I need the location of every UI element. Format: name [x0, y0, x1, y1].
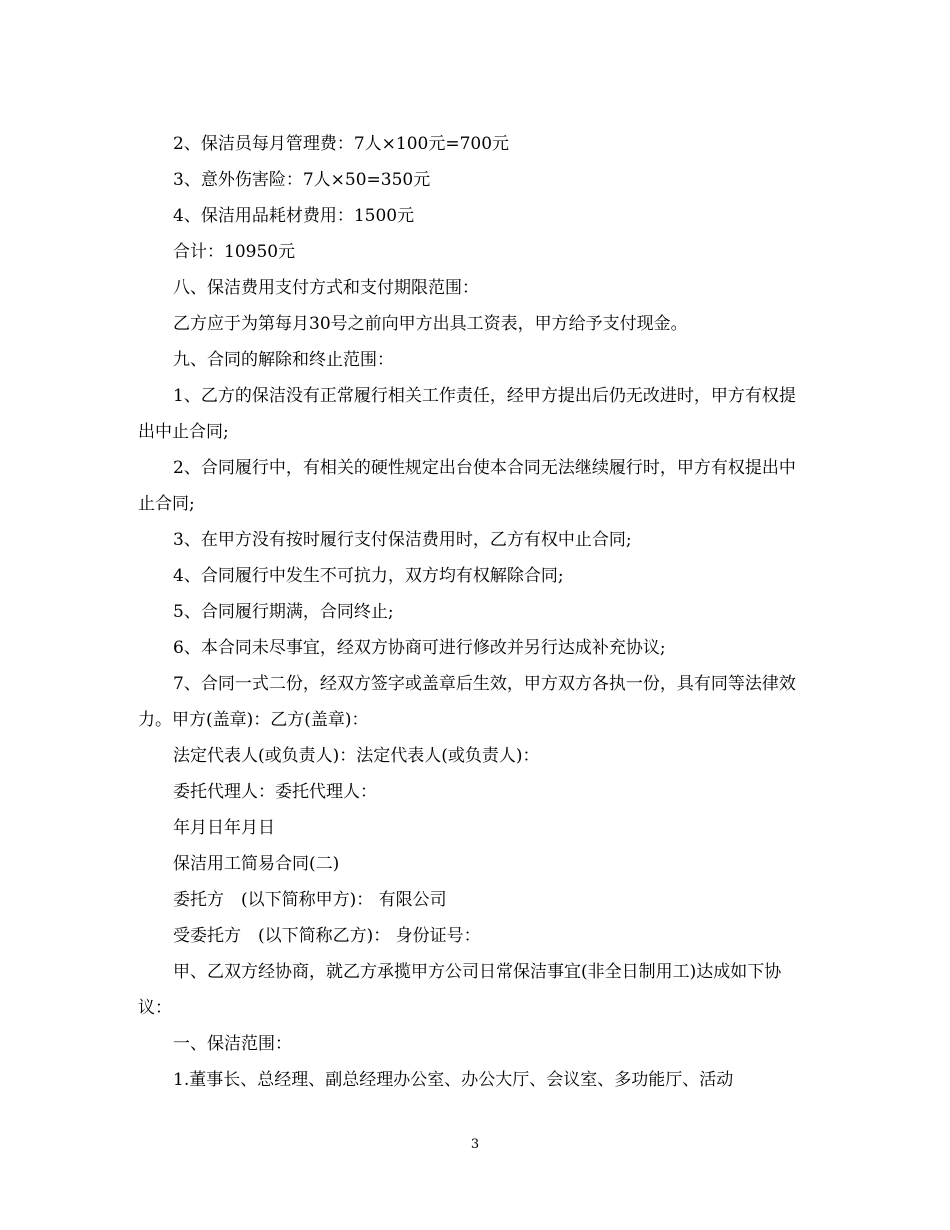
paragraph-9: 2、合同履行中，有相关的硬性规定出台使本合同无法继续履行时，甲方有权提出中止合同; — [138, 458, 796, 514]
paragraph-20: 受委托方 (以下简称乙方)： 身份证号： — [173, 926, 481, 946]
paragraph-7: 九、合同的解除和终止范围： — [173, 350, 394, 370]
page-number: 3 — [470, 1137, 480, 1152]
paragraph-2: 3、意外伤害险：7人×50=350元 — [173, 170, 431, 190]
paragraph-13: 6、本合同未尽事宜，经双方协商可进行修改并另行达成补充协议; — [173, 638, 666, 658]
paragraph-14: 7、合同一式二份，经双方签字或盖章后生效，甲方双方各执一份，具有同等法律效力。甲方(盖章)：乙方(盖章)： — [138, 674, 796, 730]
paragraph-17: 年月日年月日 — [173, 818, 275, 838]
paragraph-18: 保洁用工简易合同(二) — [173, 854, 340, 874]
paragraph-10: 3、在甲方没有按时履行支付保洁费用时，乙方有权中止合同; — [173, 530, 632, 550]
paragraph-19: 委托方 (以下简称甲方)： 有限公司 — [173, 890, 447, 910]
paragraph-4: 合计：10950元 — [173, 242, 296, 262]
paragraph-6: 乙方应于为第每月30号之前向甲方出具工资表，甲方给予支付现金。 — [173, 314, 688, 334]
paragraph-15: 法定代表人(或负责人)：法定代表人(或负责人)： — [173, 746, 540, 766]
paragraph-12: 5、合同履行期满，合同终止; — [173, 602, 394, 622]
paragraph-5: 八、保洁费用支付方式和支付期限范围： — [173, 278, 479, 298]
paragraph-21: 甲、乙双方经协商，就乙方承揽甲方公司日常保洁事宜(非全日制用工)达成如下协议： — [138, 962, 782, 1018]
paragraph-16: 委托代理人：委托代理人： — [173, 782, 377, 802]
paragraph-8: 1、乙方的保洁没有正常履行相关工作责任，经甲方提出后仍无改进时，甲方有权提出中止合同; — [138, 386, 796, 442]
paragraph-1: 2、保洁员每月管理费：7人×100元=700元 — [173, 134, 510, 154]
document-body — [138, 126, 806, 1098]
paragraph-23: 1.董事长、总经理、副总经理办公室、办公大厅、会议室、多功能厅、活动 — [173, 1070, 734, 1090]
paragraph-3: 4、保洁用品耗材费用：1500元 — [173, 206, 415, 226]
paragraph-22: 一、保洁范围： — [173, 1034, 292, 1054]
paragraph-11: 4、合同履行中发生不可抗力，双方均有权解除合同; — [173, 566, 564, 586]
